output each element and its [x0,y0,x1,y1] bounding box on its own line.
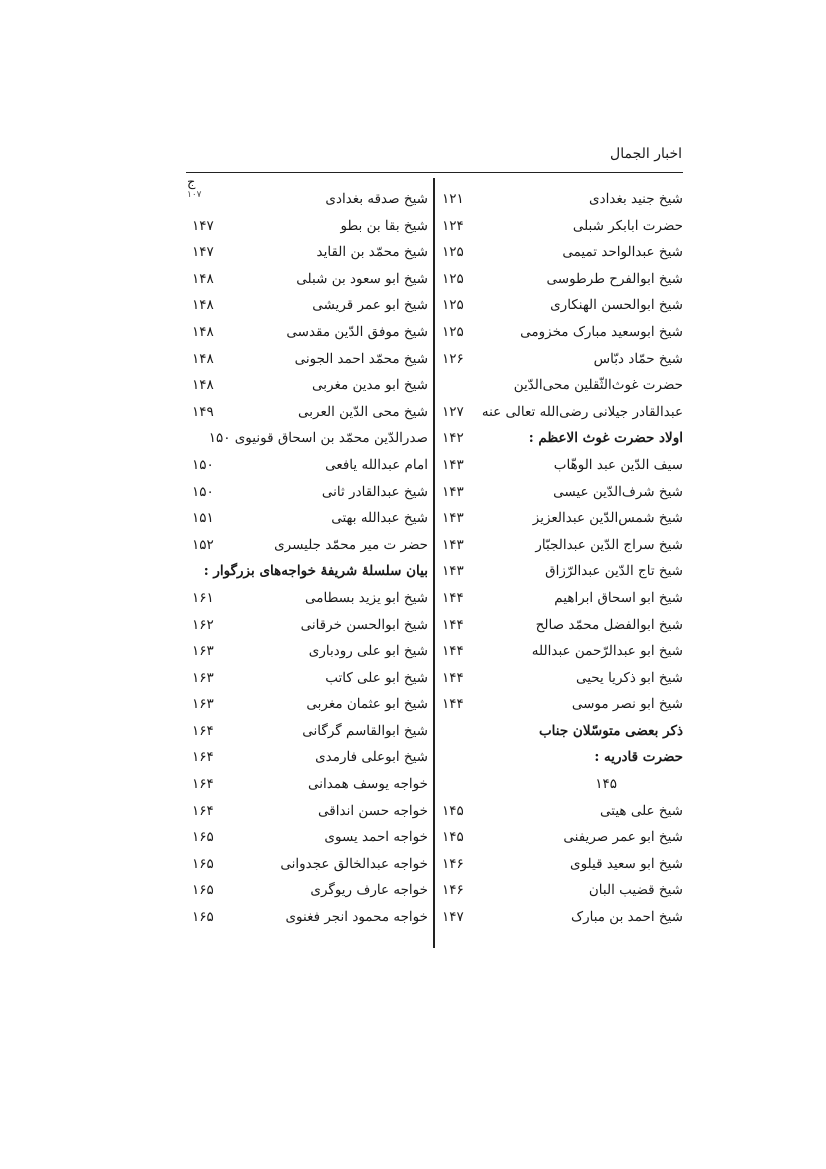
toc-page-number: ۱۵۰ [192,456,214,473]
toc-row [186,532,428,559]
toc-row [186,798,428,825]
toc-page-number: ۱۴۵ [442,829,464,846]
toc-row [440,505,683,532]
toc-page-number: ۱۶۴ [192,749,214,766]
toc-entry-name: شیخ سراج الدّین عبدالجبّار [535,536,683,553]
toc-page-number: ۱۴۴ [442,669,464,686]
toc-row [440,213,683,240]
toc-row [440,186,683,213]
toc-row [440,718,683,745]
toc-entry-name: شیخ ابو علی کاتب [325,669,428,686]
right-column [440,186,683,931]
header-rule [186,172,683,173]
toc-page-number: ۱۴۵ [442,802,464,819]
toc-entry-name: حضرت ابابکر شبلی [572,217,683,234]
toc-row [440,771,683,798]
toc-page-number: ۱۵۰ [192,483,214,500]
toc-entry-name: شیخ ابو عمر صریفنی [563,829,683,846]
toc-entry-name: خواجه حسن انداقی [318,802,428,819]
toc-row [186,744,428,771]
toc-row [186,877,428,904]
toc-row [440,266,683,293]
toc-page-number: ۱۴۸ [192,323,214,340]
toc-entry-name: شیخ محمّد بن القاید [316,244,428,261]
toc-entry-name: شیخ موفق الدّین مقدسی [286,323,428,340]
toc-page-number: ۱۵۱ [192,510,214,527]
toc-page-number: ۱۴۴ [442,616,464,633]
toc-page-number: ۱۴۸ [192,377,214,394]
toc-page-number: ۱۶۴ [192,802,214,819]
toc-entry-name: شیخ ابو عمر قریشی [312,297,428,314]
toc-page-number: ۱۴۴ [442,589,464,606]
toc-page-number: ۱۲۶ [442,350,464,367]
toc-row [186,452,428,479]
toc-entry-name: شیخ ابو نصر موسی [571,696,683,713]
toc-entry-name: شیخ ابوالفرح طرطوسی [546,270,683,287]
toc-entry-name: شیخ ابو یزید بسطامی [305,589,428,606]
toc-row [186,691,428,718]
toc-entry-name: شیخ ابو عبدالرّحمن عبدالله [531,643,683,660]
toc-row [186,292,428,319]
toc-row [440,612,683,639]
toc-row [186,771,428,798]
section-heading: ذکر بعضی متوسّلان جناب [538,722,683,739]
toc-entry-name: شیخ ابو عثمان مغربی [306,696,428,713]
left-column [186,186,428,931]
toc-row [440,452,683,479]
toc-row [440,532,683,559]
toc-page-number: ۱۲۵ [442,270,464,287]
toc-entry-name: شیخ ابو اسحاق ابراهیم [554,589,683,606]
toc-row [440,399,683,426]
page-letter-sub: ۱۰۷ [187,190,202,200]
toc-entry-name: شیخ عبدالله بهتی [331,510,428,527]
toc-page-number: ۱۲۷ [442,403,464,420]
toc-row [440,292,683,319]
toc-entry-name: شیخ محی الدّین العربی [298,403,428,420]
toc-entry-name: سیف الدّین عبد الوهّاب [553,456,683,473]
toc-entry-name: شیخ احمد بن مبارک [570,909,683,926]
toc-page-number: ۱۴۶ [442,882,464,899]
toc-page-number: ۱۴۳ [442,536,464,553]
toc-entry-name: شیخ ابوالحسن خرقانی [300,616,428,633]
toc-entry-name: شیخ ابو ذکریا یحیی [575,669,683,686]
toc-page-number: ۱۴۶ [442,855,464,872]
toc-row [440,824,683,851]
toc-entry-name: شیخ ابوالقاسم گرگانی [302,722,428,739]
toc-entry-name: شیخ جنید بغدادی [589,191,683,207]
toc-row [440,558,683,585]
toc-entry-name: خواجه عارف ریوگری [310,882,428,899]
toc-page-number: ۱۶۳ [192,696,214,713]
toc-page-number: ۱۶۴ [192,722,214,739]
column-divider [433,178,435,948]
toc-page-number: ۱۴۷ [192,244,214,261]
section-heading: اولاد حضرت غوث الاعظم : [528,430,683,447]
toc-row [186,372,428,399]
toc-row [186,346,428,373]
toc-row [186,585,428,612]
toc-page-number: ۱۶۲ [192,616,214,633]
toc-entry-name: شیخ شمس‌الدّین عبدالعزیز [532,510,683,527]
toc-page-number: ۱۲۴ [442,217,464,234]
toc-page-number: ۱۴۴ [442,643,464,660]
toc-page-number: ۱۶۵ [192,909,214,926]
toc-row [440,239,683,266]
toc-entry-name: صدرالدّین محمّد بن اسحاق قونیوی ۱۵۰ [208,430,428,447]
running-header-title: اخبار الجمال [610,146,682,162]
toc-page-number: ۱۶۴ [192,776,214,793]
toc-page-number: ۱۴۳ [442,483,464,500]
toc-row [186,612,428,639]
toc-row [186,718,428,745]
toc-page-number: ۱۶۵ [192,882,214,899]
toc-page-number: ۱۴۵ [595,776,617,793]
toc-entry-name: شیخ حمّاد دبّاس [593,350,683,367]
toc-entry-name: شیخ قضیب البان [588,882,683,899]
toc-row [186,558,428,585]
toc-row [440,904,683,931]
toc-row [186,904,428,931]
toc-row [186,213,428,240]
toc-page-number: ۱۶۵ [192,829,214,846]
toc-entry-name: شیخ ابوالفضل محمّد صالح [535,616,683,633]
section-heading: حضرت قادریه : [594,749,683,766]
toc-entry-name: خواجه عبدالخالق عجدوانی [280,855,428,872]
toc-entry-name: شیخ محمّد احمد الجونی [294,350,428,367]
toc-entry-name: شیخ عبدالقادر ثانی [321,483,428,500]
toc-row [440,691,683,718]
toc-page-number: ۱۴۹ [192,403,214,420]
toc-entry-name: شیخ ابو سعید قیلوی [570,855,683,872]
toc-page-number: ۱۴۳ [442,510,464,527]
toc-row [186,319,428,346]
toc-entry-name: شیخ ابوالحسن الهنکاری [550,297,683,314]
toc-page-number: ۱۴۷ [192,217,214,234]
toc-entry-name: شیخ تاج الدّین عبدالرّزاق [545,563,683,580]
toc-row [186,824,428,851]
page-letter: ج [187,175,196,190]
section-heading: بیان سلسلۀ شریفۀ خواجه‌های بزرگوار : [203,563,428,580]
toc-page-number: ۱۶۱ [192,589,214,606]
toc-row [440,638,683,665]
toc-page-number: ۱۶۳ [192,643,214,660]
toc-row [186,851,428,878]
toc-page-number: ۱۵۲ [192,536,214,553]
toc-page-number: ۱۲۱ [442,191,464,207]
toc-row [186,399,428,426]
toc-page-number: ۱۶۳ [192,669,214,686]
toc-row [186,186,428,213]
toc-entry-name: شیخ علی هیتی [600,802,683,819]
toc-entry-name: شیخ بقا بن بطو [340,217,428,234]
toc-row [186,266,428,293]
toc-row [440,665,683,692]
toc-entry-name: خواجه احمد یسوی [324,829,428,846]
toc-entry-name: عبدالقادر جیلانی رضی‌الله تعالی عنه [481,403,683,420]
toc-page-number: ۱۲۵ [442,323,464,340]
toc-entry-name: شیخ ابوعلی فارمدی [315,749,428,766]
toc-row [186,425,428,452]
toc-page-number: ۱۴۸ [192,270,214,287]
toc-page-number: ۱۲۵ [442,297,464,314]
toc-entry-name: شیخ ابو مدین مغربی [311,377,428,394]
toc-row [440,744,683,771]
toc-entry-name: شیخ شرف‌الدّین عیسی [553,483,683,500]
toc-row [440,877,683,904]
toc-row [440,585,683,612]
toc-page-number: ۱۴۳ [442,563,464,580]
toc-row [440,346,683,373]
toc-page-number: ۱۴۴ [442,696,464,713]
toc-entry-name: حضر ت میر محمّد جلیسری [274,536,428,553]
toc-page-number: ۱۴۳ [442,456,464,473]
toc-row [186,479,428,506]
toc-entry-name: خواجه محمود انجر فغنوی [285,909,428,926]
toc-page-number: ۱۴۲ [442,430,464,447]
toc-entry-name: شیخ ابوسعید مبارک مخزومی [520,323,683,340]
toc-row [186,665,428,692]
toc-row [440,851,683,878]
toc-entry-name: شیخ ابو علی رودباری [308,643,428,660]
toc-row [440,479,683,506]
toc-entry-name: امام عبدالله یافعی [325,456,428,473]
toc-entry-name: حضرت غوث‌الثّقلین محی‌الدّین [513,377,683,394]
toc-page-number: ۱۴۷ [442,909,464,926]
toc-row [440,372,683,399]
toc-row [186,505,428,532]
toc-page-number: ۱۲۵ [442,244,464,261]
toc-page-number: ۱۴۸ [192,350,214,367]
toc-row [440,425,683,452]
toc-row [440,798,683,825]
toc-page-number: ۱۴۸ [192,297,214,314]
toc-entry-name: خواجه یوسف همدانی [307,776,428,793]
toc-entry-name: شیخ عبدالواحد تمیمی [562,244,683,261]
toc-row [186,239,428,266]
toc-row [440,319,683,346]
toc-page-number: ۱۶۵ [192,855,214,872]
toc-entry-name: شیخ صدقه بغدادی [325,191,428,207]
toc-entry-name: شیخ ابو سعود بن شبلی [296,270,428,287]
toc-row [186,638,428,665]
